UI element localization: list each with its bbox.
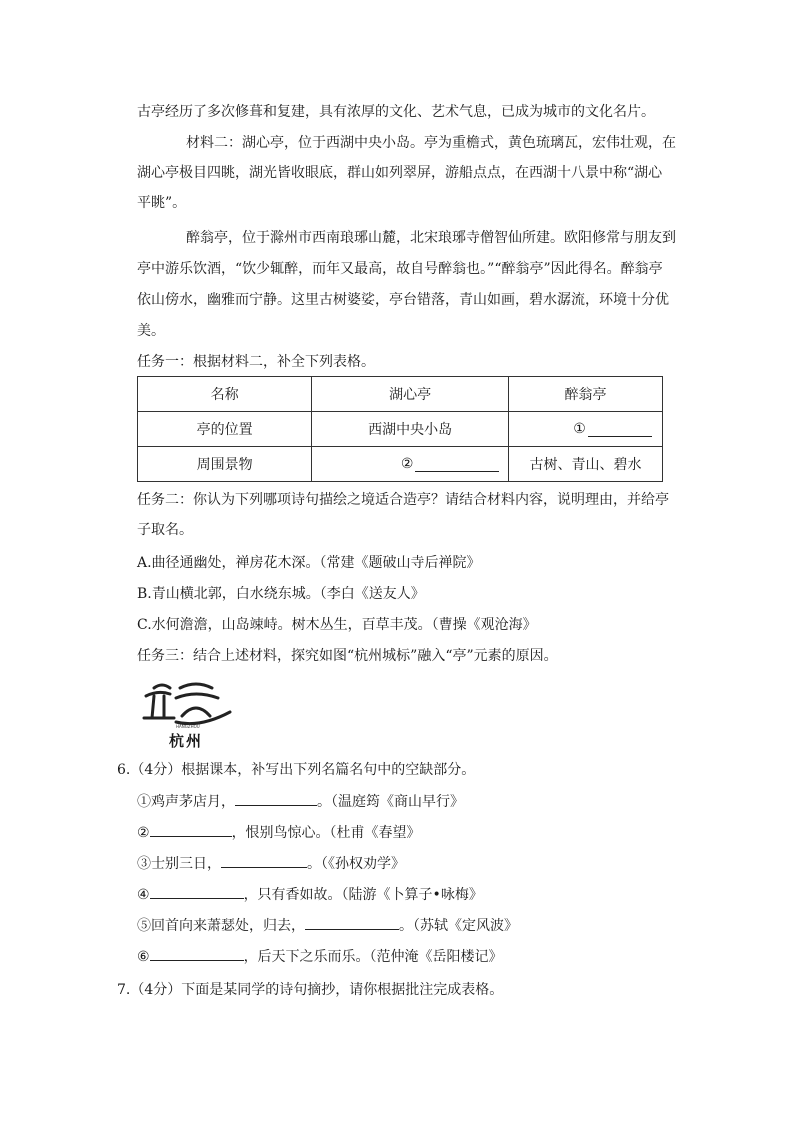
option-b: B.青山横北郭，白水绕东城。（李白《送友人》 — [137, 586, 425, 602]
table-cell-answer — [509, 412, 663, 447]
question-6-item-6 — [137, 946, 503, 967]
table-cell: 西湖中央小岛 — [312, 412, 509, 447]
task-three-prompt: 任务三：结合上述材料，探究如图“杭州城标”融入“亭”元素的原因。 — [137, 648, 558, 664]
task-two-prompt-line1: 任务二：你认为下列哪项诗句描绘之境适合造亭？请结合材料内容，说明理由，并给亭 — [137, 492, 669, 508]
item-text: ，恨别鸟惊心。（杜甫《春望》 — [231, 825, 421, 841]
item-text: ⑥ — [137, 949, 150, 965]
task-two-prompt-line2: 子取名。 — [137, 522, 193, 538]
table-row — [138, 412, 663, 447]
item-text: ④ — [137, 887, 150, 903]
item-text: ② — [137, 825, 150, 841]
material-two-para2-line1: 醉翁亭，位于滁州市西南琅琊山麓，北宋琅琊寺僧智仙所建。欧阳修常与朋友到 — [186, 230, 676, 246]
table-header-row — [138, 377, 663, 412]
answer-blank[interactable] — [150, 884, 244, 899]
logo-subtext: HANGZHOU — [176, 724, 200, 729]
pavilion-emblem-icon — [140, 678, 232, 730]
question-6-item-3 — [137, 853, 405, 874]
material-two-para2-line4: 美。 — [137, 323, 165, 339]
table-row — [138, 447, 663, 482]
item-text: ，只有香如故。（陆游《卜算子•咏梅》 — [243, 887, 483, 903]
question-7-title: 7.（4分）下面是某同学的诗句摘抄，请你根据批注完成表格。 — [117, 982, 504, 998]
material-two-para2-line2: 亭中游乐饮酒，“饮少辄醉，而年又最高，故自号醉翁也。”“醉翁亭”因此得名。醉翁亭 — [137, 261, 663, 277]
answer-blank[interactable] — [221, 853, 307, 868]
item-text: 。（苏轼《定风波》 — [399, 918, 518, 934]
material-two-para2-line3: 依山傍水，幽雅而宁静。这里古树婆娑，亭台错落，青山如画，碧水潺流，环境十分优 — [137, 292, 669, 308]
answer-blank[interactable] — [235, 791, 317, 806]
answer-blank[interactable] — [305, 915, 399, 930]
answer-blank[interactable] — [150, 946, 244, 961]
answer-blank[interactable] — [150, 822, 232, 837]
option-c: C.水何澹澹，山岛竦峙。树木丛生，百草丰茂。（曹操《观沧海》 — [137, 617, 537, 633]
task-one-prompt: 任务一：根据材料二，补全下列表格。 — [137, 354, 375, 370]
question-6-item-1 — [137, 791, 464, 812]
material-two-para1-line3: 平眺”。 — [137, 195, 187, 211]
answer-marker: ② — [400, 456, 414, 472]
hangzhou-city-logo — [140, 678, 232, 750]
table-cell-answer — [312, 447, 509, 482]
table-header-cell: 醉翁亭 — [509, 377, 663, 412]
item-text: ，后天下之乐而乐。（范仲淹《岳阳楼记》 — [243, 949, 503, 965]
material-two-para1-line2: 湖心亭极目四眺，湖光皆收眼底，群山如列翠屏，游船点点，在西湖十八景中称“湖心 — [137, 165, 663, 181]
table-cell: 古树、青山、碧水 — [509, 447, 663, 482]
item-text: ①鸡声茅店月， — [137, 794, 235, 810]
table-cell: 周围景物 — [138, 447, 312, 482]
answer-blank[interactable] — [415, 457, 499, 472]
question-6-item-5 — [137, 915, 518, 936]
item-text: ③士别三日， — [137, 856, 221, 872]
table-header-cell: 湖心亭 — [312, 377, 509, 412]
table-header-cell: 名称 — [138, 377, 312, 412]
material-two-para1-line1: 材料二：湖心亭，位于西湖中央小岛。亭为重檐式，黄色琉璃瓦，宏伟壮观，在 — [186, 135, 676, 151]
item-text: 。（温庭筠《商山早行》 — [317, 794, 464, 810]
answer-blank[interactable] — [588, 422, 652, 437]
logo-text: 杭州 — [168, 732, 203, 750]
option-a: A.曲径通幽处，禅房花木深。（常建《题破山寺后禅院》 — [137, 555, 481, 571]
answer-marker: ① — [573, 421, 586, 437]
question-6-title: 6.（4分）根据课本，补写出下列名篇名句中的空缺部分。 — [117, 762, 476, 778]
pavilion-comparison-table — [137, 376, 663, 482]
item-text: 。（《孙权劝学》 — [307, 856, 405, 872]
item-text: ⑤回首向来萧瑟处，归去， — [137, 918, 305, 934]
question-6-item-2 — [137, 822, 421, 843]
question-6-item-4 — [137, 884, 483, 905]
material-one-ending: 古亭经历了多次修葺和复建，具有浓厚的文化、艺术气息，已成为城市的文化名片。 — [137, 104, 655, 120]
table-cell: 亭的位置 — [138, 412, 312, 447]
